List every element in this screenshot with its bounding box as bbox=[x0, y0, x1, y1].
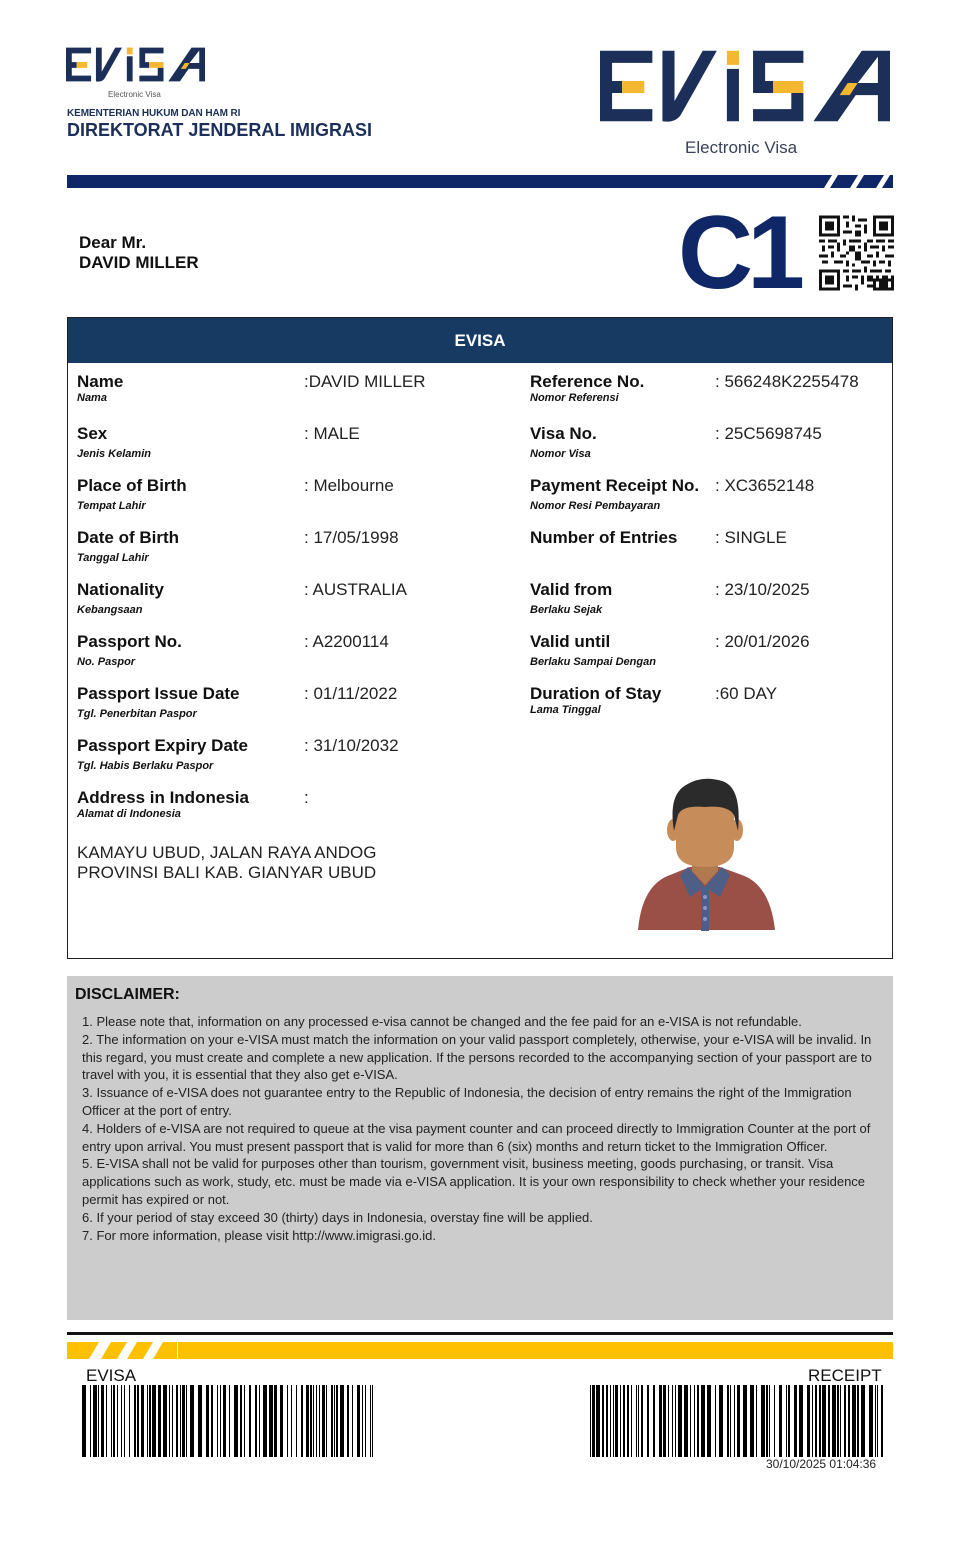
barcode-bar bbox=[240, 1385, 242, 1457]
barcode-bar bbox=[176, 1385, 178, 1457]
disclaimer-item: 7. For more information, please visit http://www.imigrasi.go.id. bbox=[82, 1227, 437, 1243]
barcode-bar bbox=[316, 1385, 317, 1457]
disclaimer-title: DISCLAIMER: bbox=[75, 986, 180, 1003]
barcode-bar bbox=[663, 1385, 666, 1457]
barcode-bar bbox=[198, 1385, 202, 1457]
barcode-bar bbox=[326, 1385, 327, 1457]
field-value-duration-of-stay: :60 DAY bbox=[715, 684, 778, 703]
directorate-name: DIREKTORAT JENDERAL IMIGRASI bbox=[67, 120, 373, 140]
evisa-barcode-label: EVISA bbox=[86, 1366, 137, 1385]
barcode-bar bbox=[287, 1385, 288, 1457]
address-line: KAMAYU UBUD, JALAN RAYA ANDOG bbox=[77, 843, 377, 862]
qr-code-icon bbox=[819, 215, 894, 291]
barcode-bar bbox=[141, 1385, 144, 1457]
field-nationality bbox=[77, 580, 164, 616]
barcode-bar bbox=[269, 1385, 273, 1457]
barcode-bar bbox=[310, 1385, 312, 1457]
barcode-bar bbox=[234, 1385, 238, 1457]
barcode-bar bbox=[707, 1385, 711, 1457]
field-value-place-of-birth: : Melbourne bbox=[304, 476, 394, 495]
barcode-bar bbox=[675, 1385, 676, 1457]
field-sublabel: Tgl. Habis Berlaku Paspor bbox=[77, 760, 214, 772]
barcode-bar bbox=[756, 1385, 757, 1457]
barcode-bar bbox=[220, 1385, 221, 1457]
receipt-barcode-label: RECEIPT bbox=[808, 1366, 882, 1385]
barcode-bar bbox=[606, 1385, 608, 1457]
barcode-bar bbox=[875, 1385, 876, 1457]
field-label: Sex bbox=[77, 424, 108, 443]
barcode-bar bbox=[668, 1385, 669, 1457]
barcode-bar bbox=[206, 1385, 209, 1457]
barcode-bar bbox=[602, 1385, 604, 1457]
panel-header: EVISA bbox=[68, 318, 892, 363]
barcode-bar bbox=[137, 1385, 139, 1457]
barcode-bar bbox=[147, 1385, 148, 1457]
field-sublabel: Nomor Visa bbox=[530, 448, 591, 460]
barcode-bar bbox=[336, 1385, 338, 1457]
barcode-bar bbox=[121, 1385, 122, 1457]
barcode-bar bbox=[678, 1385, 682, 1457]
evisa-logo-small bbox=[66, 44, 206, 84]
barcode-bar bbox=[362, 1385, 363, 1457]
field-sublabel: Nomor Resi Pembayaran bbox=[530, 500, 661, 512]
barcode-bar bbox=[163, 1385, 167, 1457]
barcode-bar bbox=[334, 1385, 335, 1457]
barcode-bar bbox=[812, 1385, 813, 1457]
field-label: Visa No. bbox=[530, 424, 597, 443]
barcode-bar bbox=[117, 1385, 118, 1457]
field-place-of-birth bbox=[77, 476, 187, 512]
barcode-bar bbox=[301, 1385, 303, 1457]
barcode-bar bbox=[98, 1385, 99, 1457]
barcode-bar bbox=[743, 1385, 747, 1457]
field-valid-until bbox=[530, 632, 656, 668]
receipt-barcode bbox=[590, 1385, 884, 1457]
field-passport-no bbox=[77, 632, 182, 668]
barcode-bar bbox=[690, 1385, 691, 1457]
barcode-bar bbox=[610, 1385, 611, 1457]
barcode-bar bbox=[684, 1385, 688, 1457]
barcode-bar bbox=[861, 1385, 865, 1457]
barcode-bar bbox=[761, 1385, 765, 1457]
barcode-bar bbox=[715, 1385, 716, 1457]
barcode-bar bbox=[259, 1385, 260, 1457]
field-sublabel: Alamat di Indonesia bbox=[77, 808, 181, 820]
barcode-bar bbox=[319, 1385, 320, 1457]
address-text bbox=[77, 843, 376, 883]
field-value-passport-no: : A2200114 bbox=[304, 632, 389, 651]
logo-small-subtitle: Electronic Visa bbox=[108, 90, 161, 99]
field-label: Nationality bbox=[77, 580, 164, 599]
field-label: Address in Indonesia bbox=[77, 788, 249, 807]
field-value-passport-expiry-date: : 31/10/2032 bbox=[304, 736, 399, 755]
barcode-bar bbox=[331, 1385, 333, 1457]
field-reference-no bbox=[530, 372, 644, 404]
barcode-bar bbox=[357, 1385, 360, 1457]
barcode-bar bbox=[223, 1385, 226, 1457]
footer-divider bbox=[67, 1332, 893, 1335]
barcode-bar bbox=[592, 1385, 595, 1457]
greeting-name: DAVID MILLER bbox=[79, 253, 199, 272]
ministry-name: KEMENTERIAN HUKUM DAN HAM RI bbox=[67, 108, 241, 119]
field-sublabel: Tanggal Lahir bbox=[77, 552, 149, 564]
barcode-bar bbox=[291, 1385, 292, 1457]
barcode-bar bbox=[172, 1385, 173, 1457]
barcode-bar bbox=[779, 1385, 782, 1457]
barcode-bar bbox=[828, 1385, 830, 1457]
evisa-barcode bbox=[82, 1385, 378, 1457]
field-sublabel: Tempat Lahir bbox=[77, 500, 146, 512]
barcode-bar bbox=[106, 1385, 107, 1457]
field-label: Duration of Stay bbox=[530, 684, 662, 703]
barcode-bar bbox=[158, 1385, 161, 1457]
barcode-bar bbox=[638, 1385, 639, 1457]
barcode-bar bbox=[129, 1385, 130, 1457]
barcode-bar bbox=[217, 1385, 218, 1457]
greeting-salutation: Dear Mr. bbox=[79, 233, 147, 252]
barcode-bar bbox=[152, 1385, 156, 1457]
barcode-bar bbox=[848, 1385, 850, 1457]
barcode-bar bbox=[365, 1385, 366, 1457]
disclaimer-item: 3. Issuance of e-VISA does not guarantee entry to the Republic of Indonesia, the decision of entry remains the right of the Immigration Officer at the port of entry. bbox=[82, 1085, 852, 1118]
barcode-bar bbox=[794, 1385, 797, 1457]
barcode-bar bbox=[727, 1385, 729, 1457]
barcode-bar bbox=[211, 1385, 213, 1457]
barcode-bar bbox=[93, 1385, 97, 1457]
field-value-valid-from: : 23/10/2025 bbox=[715, 580, 810, 599]
barcode-bar bbox=[822, 1385, 826, 1457]
field-passport-expiry-date bbox=[77, 736, 248, 772]
field-visa-no bbox=[530, 424, 597, 460]
disclaimer-item: 2. The information on your e-VISA must match the information on your valid passport completely, otherwise, your e-VISA will be invalid. In this regard, you must create and complete a new application. If the persons recorded to the accompanying section of your passport are to travel with you, it is essential that they also get e-VISA. bbox=[82, 1031, 872, 1083]
barcode-bar bbox=[182, 1385, 185, 1457]
barcode-bar bbox=[819, 1385, 821, 1457]
field-value-passport-issue-date: : 01/11/2022 bbox=[304, 684, 398, 703]
field-label: Passport Expiry Date bbox=[77, 736, 249, 755]
disclaimer-item: 4. Holders of e-VISA are not required to queue at the visa payment counter and can proceed directly to Immigration Counter at the port of entry upon arrival. You must present passport that is valid for more than 6 (six) months and return ticket to the Immigration Officer. bbox=[82, 1120, 871, 1154]
field-sublabel: Berlaku Sampai Dengan bbox=[530, 656, 656, 668]
field-label: Place of Birth bbox=[77, 476, 187, 495]
barcode-bar bbox=[852, 1385, 856, 1457]
barcode-bar bbox=[134, 1385, 136, 1457]
barcode-bar bbox=[737, 1385, 740, 1457]
field-number-of-entries bbox=[530, 528, 677, 548]
barcode-bar bbox=[613, 1385, 614, 1457]
barcode-bar bbox=[113, 1385, 115, 1457]
field-label: Date of Birth bbox=[77, 528, 179, 547]
barcode-bar bbox=[869, 1385, 873, 1457]
barcode-bar bbox=[672, 1385, 673, 1457]
field-value-sex: : MALE bbox=[304, 424, 360, 443]
barcode-bar bbox=[274, 1385, 277, 1457]
barcode-bar bbox=[653, 1385, 655, 1457]
field-label: Name bbox=[77, 372, 124, 391]
barcode-bar bbox=[766, 1385, 768, 1457]
field-value-date-of-birth: : 17/05/1998 bbox=[304, 528, 399, 547]
barcode-bar bbox=[263, 1385, 267, 1457]
barcode-bar bbox=[623, 1385, 625, 1457]
barcode-bar bbox=[190, 1385, 194, 1457]
field-value-nationality: : AUSTRALIA bbox=[304, 580, 407, 599]
field-label: Number of Entries bbox=[530, 528, 678, 547]
barcode-bar bbox=[306, 1385, 309, 1457]
field-payment-receipt-no bbox=[530, 476, 699, 512]
field-value-visa-no: : 25C5698745 bbox=[715, 424, 822, 443]
barcode-bar bbox=[697, 1385, 699, 1457]
disclaimer-list bbox=[82, 1013, 882, 1244]
disclaimer-item: 1. Please note that, information on any processed e-visa cannot be changed and the fee paid for an e-VISA is not refundable. bbox=[82, 1014, 802, 1029]
barcode-bar bbox=[647, 1385, 649, 1457]
barcode-bar bbox=[340, 1385, 344, 1457]
barcode-bar bbox=[620, 1385, 621, 1457]
field-label: Valid from bbox=[530, 580, 613, 599]
barcode-bar bbox=[186, 1385, 187, 1457]
disclaimer-item: 6. If your period of stay exceed 30 (thirty) days in Indonesia, overstay fine will be applied. bbox=[82, 1209, 593, 1225]
barcode-bar bbox=[641, 1385, 643, 1457]
barcode-bar bbox=[807, 1385, 810, 1457]
visa-class-code: C1 bbox=[678, 195, 799, 311]
barcode-bar bbox=[750, 1385, 754, 1457]
barcode-bar bbox=[840, 1385, 841, 1457]
barcode-bar bbox=[372, 1385, 373, 1457]
field-sublabel: Jenis Kelamin bbox=[77, 448, 151, 460]
barcode-bar bbox=[631, 1385, 632, 1457]
barcode-bar bbox=[815, 1385, 817, 1457]
field-label: Reference No. bbox=[530, 372, 645, 391]
field-label: Payment Receipt No. bbox=[530, 476, 700, 495]
field-sublabel: Nama bbox=[77, 392, 107, 404]
barcode-bar bbox=[347, 1385, 349, 1457]
person-avatar-icon bbox=[630, 775, 780, 933]
barcode-bar bbox=[313, 1385, 314, 1457]
field-value-valid-until: : 20/01/2026 bbox=[715, 632, 810, 651]
barcode-bar bbox=[249, 1385, 251, 1457]
field-passport-issue-date bbox=[77, 684, 240, 720]
barcode-bar bbox=[296, 1385, 297, 1457]
barcode-bar bbox=[149, 1385, 151, 1457]
field-label: Valid until bbox=[530, 632, 611, 651]
field-sublabel: Tgl. Penerbitan Paspor bbox=[77, 708, 197, 720]
receipt-timestamp: 30/10/2025 01:04:36 bbox=[766, 1457, 877, 1471]
field-value-address: : bbox=[304, 788, 309, 807]
header-stripe bbox=[67, 175, 893, 188]
barcode-bar bbox=[352, 1385, 353, 1457]
barcode-bar bbox=[322, 1385, 325, 1457]
field-sublabel: Berlaku Sejak bbox=[530, 604, 603, 616]
field-label: Passport No. bbox=[77, 632, 182, 651]
barcode-bar bbox=[719, 1385, 723, 1457]
barcode-bar bbox=[774, 1385, 775, 1457]
field-sex bbox=[77, 424, 151, 460]
barcode-bar bbox=[877, 1385, 878, 1457]
field-date-of-birth bbox=[77, 528, 179, 564]
barcode-bar bbox=[857, 1385, 859, 1457]
logo-large-subtitle: Electronic Visa bbox=[685, 138, 798, 157]
field-duration-of-stay bbox=[530, 684, 661, 716]
evisa-logo-large bbox=[600, 44, 892, 126]
field-valid-from bbox=[530, 580, 612, 616]
barcode-bar bbox=[229, 1385, 230, 1457]
barcode-bar bbox=[180, 1385, 181, 1457]
barcode-bar bbox=[280, 1385, 283, 1457]
disclaimer-item: 5. E-VISA shall not be valid for purposes other than tourism, government visit, business meeting, goods purchasing, or transit. Visa applications such as work, study, etc. must be made via e-VISA application. It is your own responsibility to check whether your residence permit has expired or not. bbox=[82, 1156, 866, 1207]
barcode-bar bbox=[615, 1385, 618, 1457]
field-value-number-of-entries: : SINGLE bbox=[715, 528, 787, 547]
field-value-reference-no: : 566248K2255478 bbox=[715, 372, 859, 391]
field-sublabel: No. Paspor bbox=[77, 656, 136, 668]
field-label: Passport Issue Date bbox=[77, 684, 240, 703]
barcode-bar bbox=[659, 1385, 662, 1457]
barcode-bar bbox=[244, 1385, 245, 1457]
barcode-bar bbox=[832, 1385, 836, 1457]
address-line: PROVINSI BALI KAB. GIANYAR UBUD bbox=[77, 863, 377, 882]
barcode-bar bbox=[769, 1385, 770, 1457]
barcode-bar bbox=[730, 1385, 731, 1457]
greeting bbox=[79, 233, 199, 273]
barcode-bar bbox=[701, 1385, 705, 1457]
barcode-bar bbox=[881, 1385, 883, 1457]
barcode-bar bbox=[124, 1385, 125, 1457]
footer-stripe bbox=[67, 1342, 893, 1359]
field-name bbox=[77, 372, 123, 404]
barcode-bar bbox=[799, 1385, 803, 1457]
barcode-bar bbox=[101, 1385, 104, 1457]
field-sublabel: Nomor Referensi bbox=[530, 392, 619, 404]
disclaimer-section bbox=[67, 976, 893, 1320]
barcode-bar bbox=[788, 1385, 790, 1457]
barcode-bar bbox=[255, 1385, 257, 1457]
barcode-bar bbox=[627, 1385, 629, 1457]
barcode-bar bbox=[111, 1385, 112, 1457]
field-sublabel: Kebangsaan bbox=[77, 604, 143, 616]
barcode-bar bbox=[590, 1385, 591, 1457]
barcode-bar bbox=[734, 1385, 735, 1457]
barcode-bar bbox=[596, 1385, 600, 1457]
barcode-bar bbox=[636, 1385, 637, 1457]
field-value-name: :DAVID MILLER bbox=[304, 372, 426, 391]
barcode-bar bbox=[844, 1385, 846, 1457]
barcode-bar bbox=[786, 1385, 787, 1457]
barcode-bar bbox=[82, 1385, 86, 1457]
field-address bbox=[77, 788, 249, 820]
barcode-bar bbox=[370, 1385, 371, 1457]
barcode-bar bbox=[837, 1385, 839, 1457]
field-value-payment-receipt-no: : XC3652148 bbox=[715, 476, 815, 495]
barcode-bar bbox=[90, 1385, 91, 1457]
barcode-bar bbox=[694, 1385, 695, 1457]
barcode-bar bbox=[169, 1385, 170, 1457]
field-sublabel: Lama Tinggal bbox=[530, 704, 601, 716]
